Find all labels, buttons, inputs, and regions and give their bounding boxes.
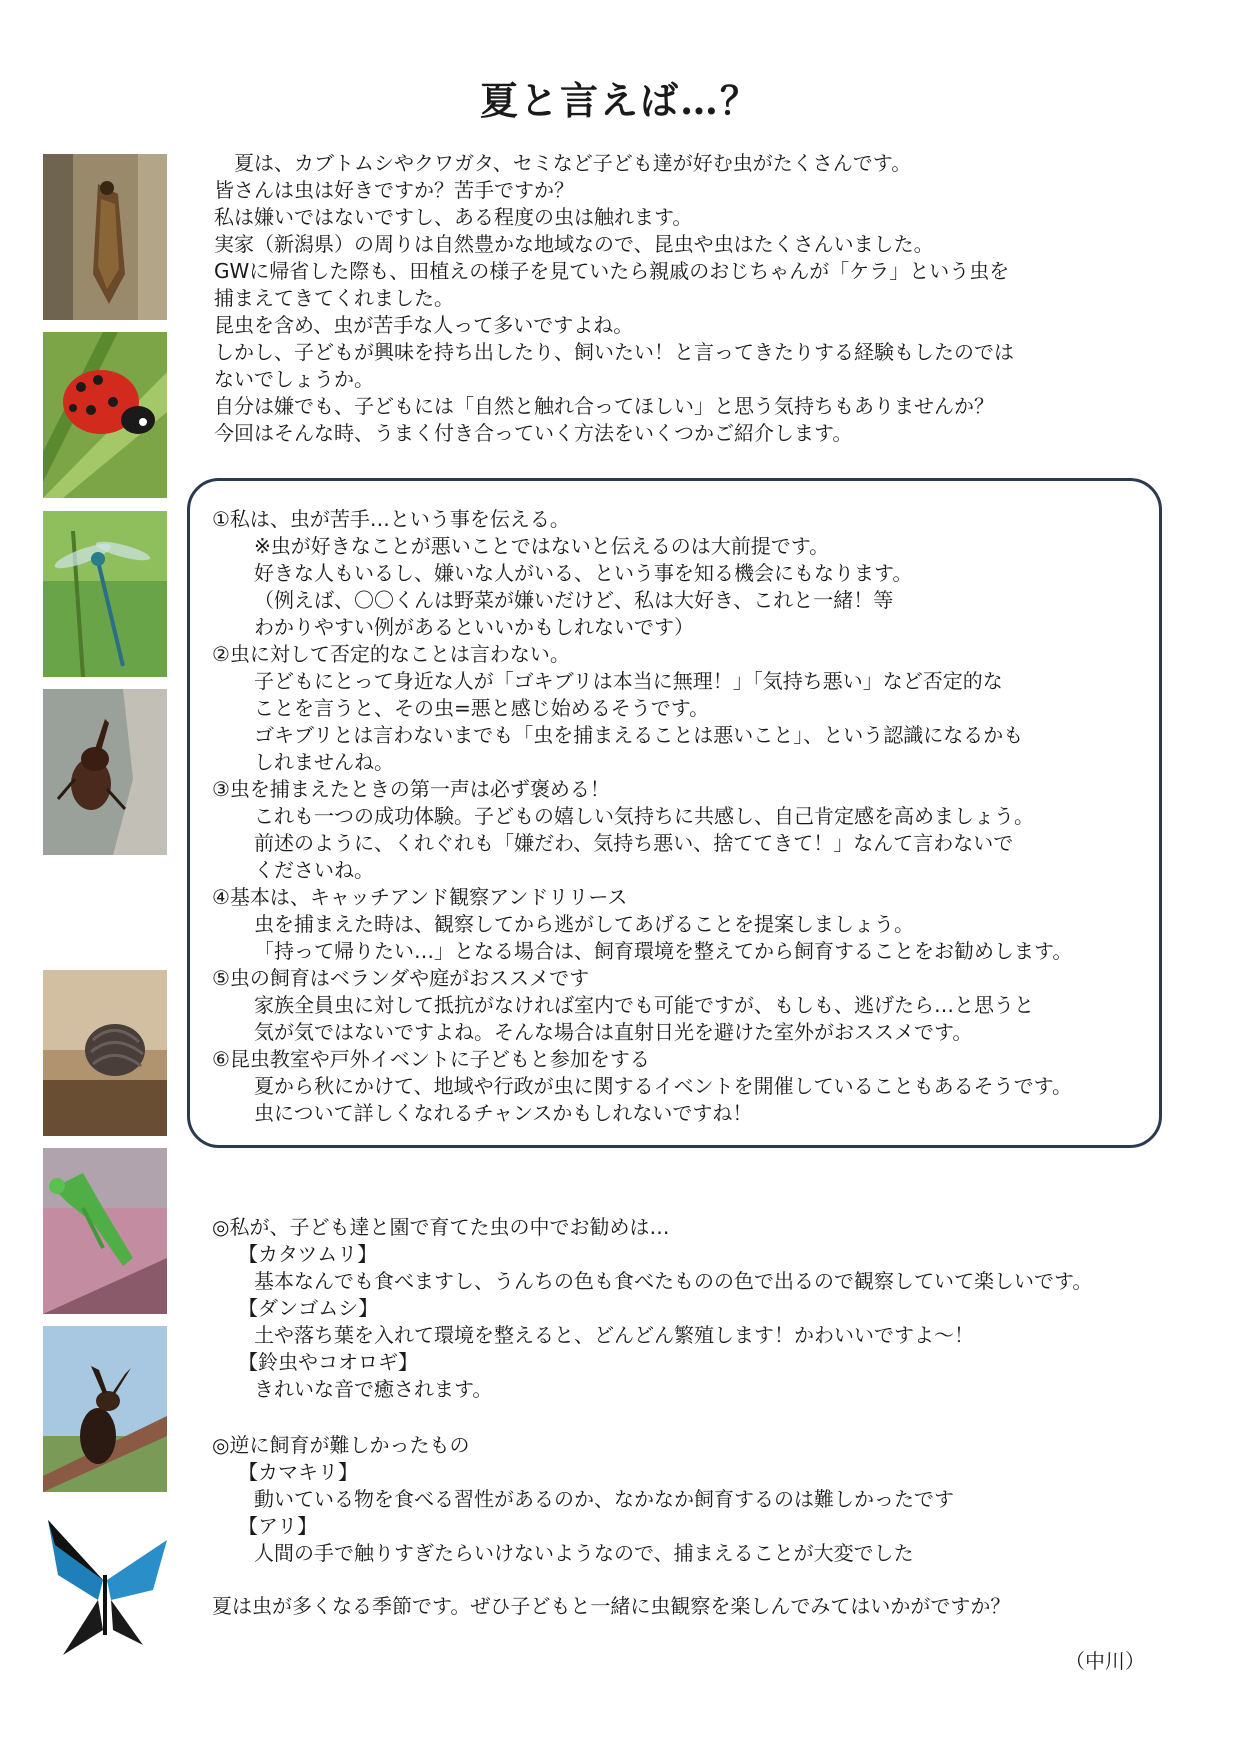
tips-line: 家族全員虫に対して抵抗がなければ室内でも可能ですが、もしも、逃げたら…と思うと xyxy=(254,993,1034,1017)
intro-line: 夏は、カブトムシやクワガタ、セミなど子ども達が好む虫がたくさんです。 xyxy=(214,151,912,175)
recommended-line: 【鈴虫やコオロギ】 xyxy=(238,1350,418,1374)
intro-line: 皆さんは虫は好きですか？苦手ですか？ xyxy=(214,178,574,202)
butterfly-photo xyxy=(43,1505,167,1671)
intro-line: 自分は嫌でも、子どもには「自然と触れ合ってほしい」と思う気持ちもありませんか？ xyxy=(214,394,994,418)
tips-line: ②虫に対して否定的なことは言わない。 xyxy=(212,642,570,666)
intro-line: 今回はそんな時、うまく付き合っていく方法をいくつかご紹介します。 xyxy=(214,421,853,445)
dragonfly-icon xyxy=(43,511,167,677)
intro-line: GWに帰省した際も、田植えの様子を見ていたら親戚のおじちゃんが「ケラ」という虫を xyxy=(214,259,1010,283)
tips-line: 好きな人もいるし、嫌いな人がいる、という事を知る機会にもなります。 xyxy=(254,561,913,585)
page-title: 夏と言えば…？ xyxy=(479,78,760,123)
tips-line: 虫について詳しくなれるチャンスかもしれないですね！ xyxy=(254,1101,753,1125)
tips-line: ①私は、虫が苦手…という事を伝える。 xyxy=(212,507,570,531)
mantis-icon xyxy=(43,1148,167,1314)
recommended-line: 【ダンゴムシ】 xyxy=(238,1296,379,1320)
tips-line: 子どもにとって身近な人が「ゴキブリは本当に無理！」「気持ち悪い」など否定的な xyxy=(254,669,1003,693)
tips-line: （例えば、〇〇くんは野菜が嫌いだけど、私は大好き、これと一緒！等 xyxy=(254,588,894,612)
tips-line: わかりやすい例があるといいかもしれないです） xyxy=(254,615,694,639)
tips-line: ⑤虫の飼育はベランダや庭がおススメです xyxy=(212,966,590,990)
author-signature: （中川） xyxy=(1065,1649,1145,1673)
mantis-photo xyxy=(43,1148,167,1314)
ladybug-photo xyxy=(43,332,167,498)
tips-line: これも一つの成功体験。子どもの嬉しい気持ちに共感し、自己肯定感を高めましょう。 xyxy=(254,804,1034,828)
tips-line: ゴキブリとは言わないまでも「虫を捕まえることは悪いこと」、という認識になるかも xyxy=(254,723,1024,747)
difficult-line: ◎逆に飼育が難しかったもの xyxy=(212,1433,470,1457)
dragonfly-photo xyxy=(43,511,167,677)
difficult-line: 【アリ】 xyxy=(238,1514,318,1538)
intro-line: ないでしょうか。 xyxy=(214,367,374,391)
closing-text: 夏は虫が多くなる季節です。ぜひ子どもと一緒に虫観察を楽しんでみてはいかがですか？ xyxy=(212,1594,1011,1618)
rhinoceros-beetle-photo xyxy=(43,689,167,855)
cicada-icon xyxy=(43,154,167,320)
intro-line: 実家（新潟県）の周りは自然豊かな地域なので、昆虫や虫はたくさんいました。 xyxy=(214,232,934,256)
tips-line: ④基本は、キャッチアンド観察アンドリリース xyxy=(212,885,628,909)
tips-line: くださいね。 xyxy=(254,858,374,882)
recommended-line: 土や落ち葉を入れて環境を整えると、どんどん繁殖します！かわいいですよ～！ xyxy=(254,1323,974,1347)
tips-line: ※虫が好きなことが悪いことではないと伝えるのは大前提です。 xyxy=(254,534,830,558)
pill-bug-icon xyxy=(43,970,167,1136)
stag-beetle-photo xyxy=(43,1326,167,1492)
cicada-photo xyxy=(43,154,167,320)
rhinoceros-beetle-icon xyxy=(43,689,167,855)
intro-line: しかし、子どもが興味を持ち出したり、飼いたい！と言ってきたりする経験もしたのでは xyxy=(214,340,1014,364)
ladybug-icon xyxy=(43,332,167,498)
difficult-line: 人間の手で触りすぎたらいけないようなので、捕まえることが大変でした xyxy=(254,1541,914,1565)
intro-line: 捕まえてきてくれました。 xyxy=(214,286,454,310)
difficult-line: 【カマキリ】 xyxy=(238,1460,358,1484)
tips-line: ③虫を捕まえたときの第一声は必ず褒める！ xyxy=(212,777,610,801)
pill-bug-photo xyxy=(43,970,167,1136)
recommended-line: ◎私が、子ども達と園で育てた虫の中でお勧めは… xyxy=(212,1215,670,1239)
recommended-line: 基本なんでも食べますし、うんちの色も食べたものの色で出るので観察していて楽しいです。 xyxy=(254,1269,1093,1293)
tips-line: 虫を捕まえた時は、観察してから逃がしてあげることを提案しましょう。 xyxy=(254,912,914,936)
tips-line: ⑥昆虫教室や戸外イベントに子どもと参加をする xyxy=(212,1047,650,1071)
intro-line: 昆虫を含め、虫が苦手な人って多いですよね。 xyxy=(214,313,634,337)
stag-beetle-icon xyxy=(43,1326,167,1492)
difficult-line: 動いている物を食べる習性があるのか、なかなか飼育するのは難しかったです xyxy=(254,1487,954,1511)
recommended-line: きれいな音で癒されます。 xyxy=(254,1377,493,1401)
tips-line: 夏から秋にかけて、地域や行政が虫に関するイベントを開催していることもあるそうです。 xyxy=(254,1074,1072,1098)
tips-line: 「持って帰りたい…」となる場合は、飼育環境を整えてから飼育することをお勧めします。 xyxy=(254,939,1073,963)
photo-column xyxy=(43,0,167,1755)
tips-line: 気が気ではないですよね。そんな場合は直射日光を避けた室外がおススメです。 xyxy=(254,1020,973,1044)
recommended-line: 【カタツムリ】 xyxy=(238,1242,378,1266)
butterfly-icon xyxy=(43,1505,167,1671)
tips-line: 前述のように、くれぐれも「嫌だわ、気持ち悪い、捨ててきて！」なんて言わないで xyxy=(254,831,1014,855)
tips-line: しれませんね。 xyxy=(254,750,394,774)
tips-line: ことを言うと、その虫=悪と感じ始めるそうです。 xyxy=(254,696,710,720)
intro-line: 私は嫌いではないですし、ある程度の虫は触れます。 xyxy=(214,205,693,229)
